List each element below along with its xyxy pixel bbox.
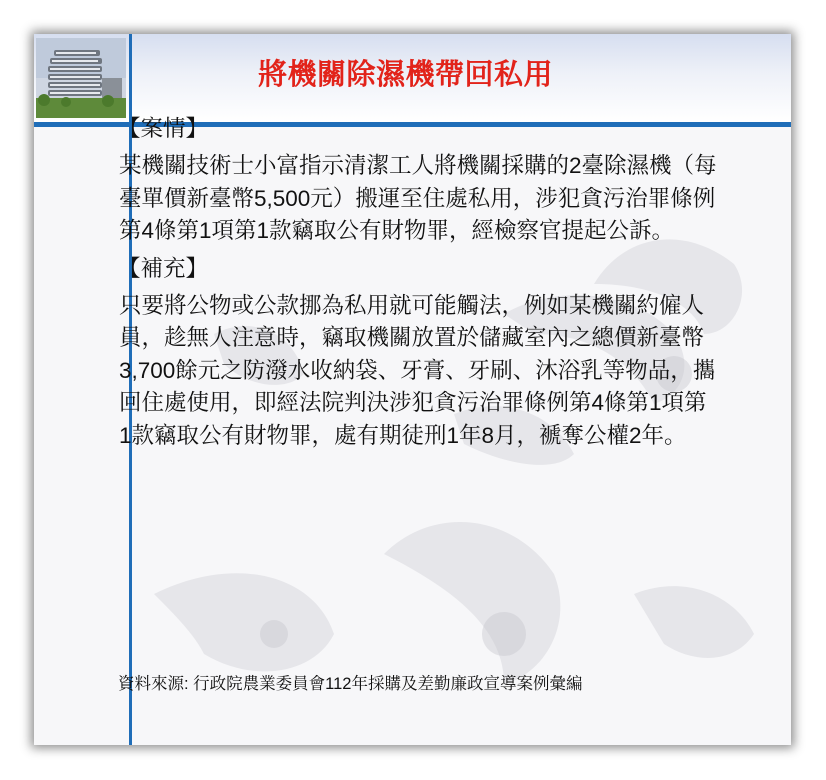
- building-logo: [36, 38, 126, 118]
- section-heading-case: 【案情】: [118, 116, 209, 141]
- slide-content: [118, 113, 718, 452]
- slide-title: 將機關除濕機帶回私用: [258, 59, 554, 91]
- section-body-case: 某機關技術士小富指示清潔工人將機關採購的2臺除濕機（每臺單價新臺幣5,500元）搬運至住處私用，涉犯貪污治罪條例第4條第1項第1款竊取公有財物罪，經檢察官提起公訴。: [119, 153, 717, 243]
- source-note: 資料來源: 行政院農業委員會112年採購及差勤廉政宣導案例彙編: [118, 675, 583, 693]
- section-heading-supplement: 【補充】: [118, 255, 209, 281]
- section-body-supplement: 只要將公物或公款挪為私用就可能觸法，例如某機關約僱人員，趁無人注意時，竊取機關放置於儲藏室內之總價新臺幣3,700餘元之防潑水收納袋、牙膏、牙刷、沐浴乳等物品，攜回住處使用，即經法院判決涉犯貪污治罪條例第4條第1項第1款竊取公有財物罪，處有期徒刑1年8月，褫奪公權2年。: [119, 292, 716, 448]
